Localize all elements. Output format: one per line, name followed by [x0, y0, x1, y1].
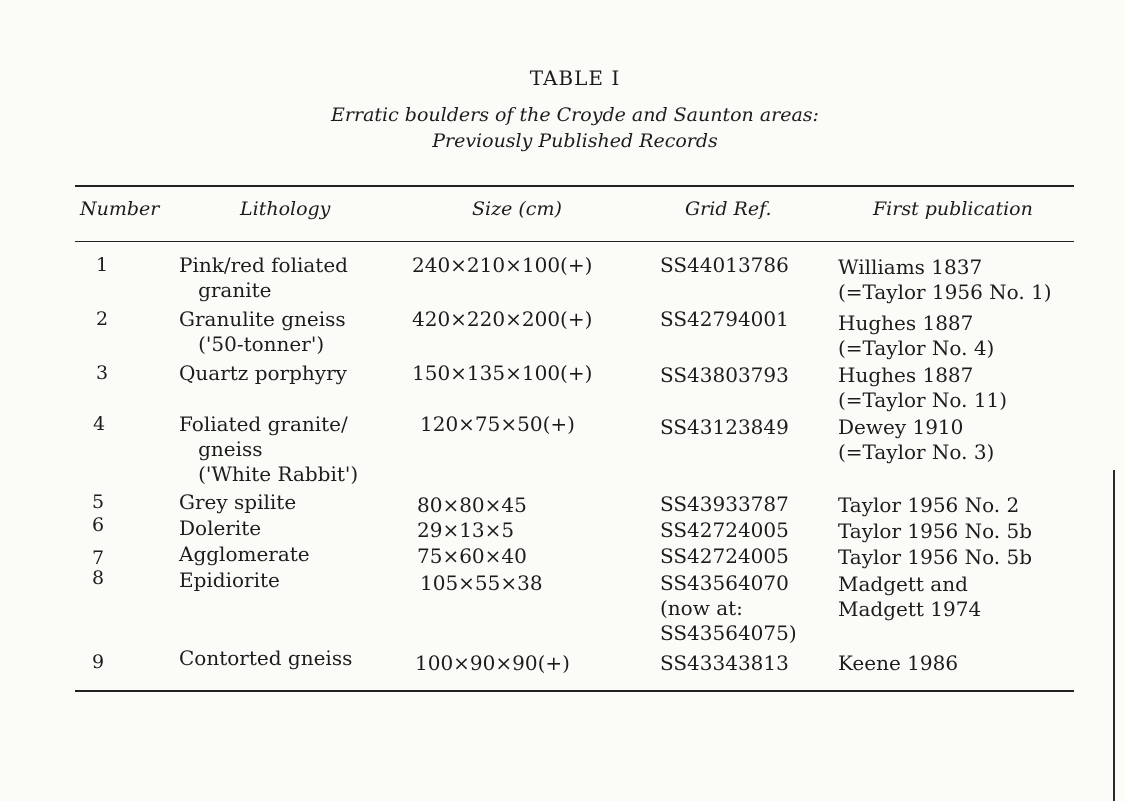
header-number: Number: [80, 198, 160, 220]
row-8-size: 105×55×38: [420, 571, 543, 595]
row-1-size: 240×210×100(+): [412, 253, 593, 277]
row-6-size: 29×13×5: [417, 518, 515, 542]
row-8-lithology: Epidiorite: [179, 568, 280, 592]
row-3-number: 3: [96, 362, 109, 384]
row-4-number: 4: [93, 413, 106, 435]
row-9-lithology: Contorted gneiss: [179, 646, 353, 670]
row-3-first-publication: Hughes 1887 (=Taylor No. 11): [838, 363, 1008, 412]
row-2-grid-ref: SS42794001: [660, 307, 789, 331]
row-3-lithology: Quartz porphyry: [179, 361, 347, 385]
row-2-first-publication: Hughes 1887 (=Taylor No. 4): [838, 311, 995, 360]
row-1-lithology: Pink/red foliated granite: [179, 253, 348, 302]
table-caption-line-2: Previously Published Records: [432, 130, 718, 152]
row-4-first-publication: Dewey 1910 (=Taylor No. 3): [838, 415, 995, 464]
table-bottom-rule: [75, 690, 1074, 692]
table-top-rule: [75, 185, 1074, 187]
row-7-number: 7: [92, 547, 105, 569]
row-5-grid-ref: SS43933787: [660, 492, 789, 516]
row-6-first-publication: Taylor 1956 No. 5b: [838, 519, 1033, 543]
header-size: Size (cm): [472, 198, 562, 220]
row-5-number: 5: [92, 491, 105, 513]
row-1-first-publication: Williams 1837 (=Taylor 1956 No. 1): [838, 255, 1052, 304]
row-6-number: 6: [92, 514, 105, 536]
row-1-number: 1: [96, 254, 109, 276]
row-5-lithology: Grey spilite: [179, 490, 297, 514]
table-header-rule: [75, 241, 1074, 242]
row-6-grid-ref: SS42724005: [660, 518, 789, 542]
row-4-grid-ref: SS43123849: [660, 415, 789, 439]
row-9-first-publication: Keene 1986: [838, 651, 959, 675]
row-3-size: 150×135×100(+): [412, 361, 593, 385]
row-6-lithology: Dolerite: [179, 516, 262, 540]
row-2-number: 2: [96, 308, 109, 330]
row-7-lithology: Agglomerate: [179, 542, 310, 566]
header-first-publication: First publication: [873, 198, 1033, 220]
row-5-first-publication: Taylor 1956 No. 2: [838, 493, 1020, 517]
row-2-lithology: Granulite gneiss ('50-tonner'): [179, 307, 346, 356]
row-4-size: 120×75×50(+): [420, 412, 575, 436]
row-7-grid-ref: SS42724005: [660, 544, 789, 568]
row-9-number: 9: [92, 651, 105, 673]
page-edge-line: [1113, 470, 1115, 801]
header-grid-ref: Grid Ref.: [685, 198, 772, 220]
row-1-grid-ref: SS44013786: [660, 253, 789, 277]
row-5-size: 80×80×45: [417, 493, 527, 517]
header-lithology: Lithology: [240, 198, 331, 220]
row-9-size: 100×90×90(+): [415, 651, 570, 675]
row-7-first-publication: Taylor 1956 No. 5b: [838, 545, 1033, 569]
row-2-size: 420×220×200(+): [412, 307, 593, 331]
table-title: TABLE I: [529, 66, 621, 90]
row-3-grid-ref: SS43803793: [660, 363, 789, 387]
table-caption-line-1: Erratic boulders of the Croyde and Saunton areas:: [331, 104, 819, 126]
row-4-lithology: Foliated granite/ gneiss ('White Rabbit'): [179, 412, 359, 486]
row-9-grid-ref: SS43343813: [660, 651, 789, 675]
row-7-size: 75×60×40: [417, 544, 527, 568]
row-8-first-publication: Madgett and Madgett 1974: [838, 572, 982, 621]
row-8-grid-ref: SS43564070 (now at: SS43564075): [660, 571, 797, 645]
row-8-number: 8: [92, 567, 105, 589]
